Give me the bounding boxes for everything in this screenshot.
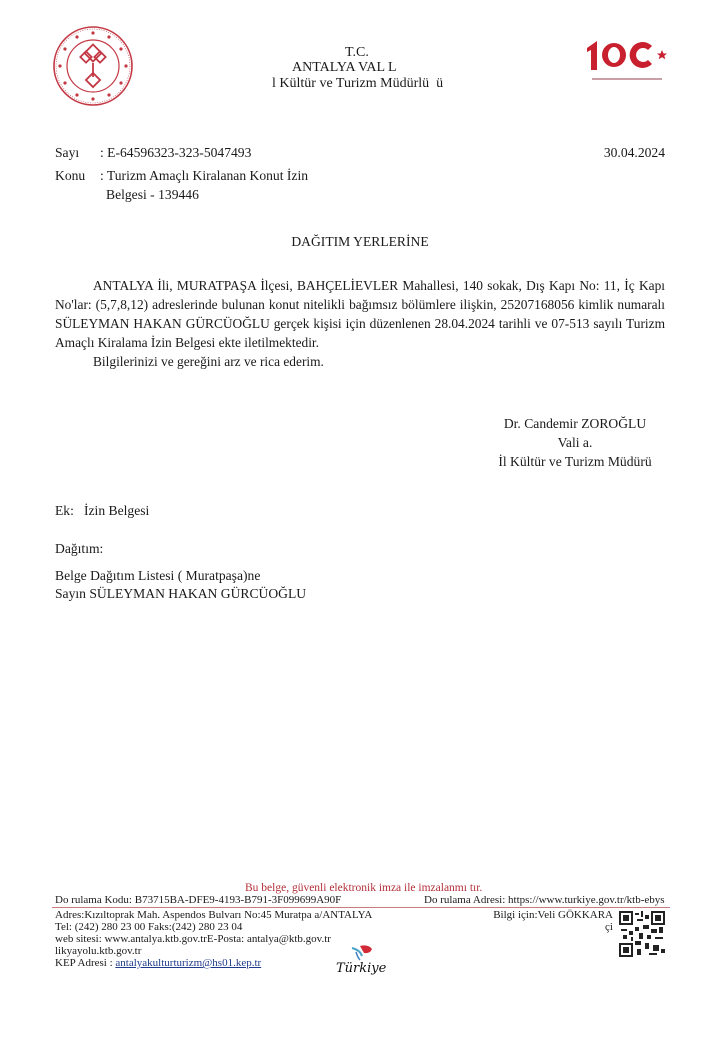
phone: Tel: (242) 280 23 00 Faks:(242) 280 23 04 — [55, 921, 243, 933]
ministry-emblem-icon — [52, 25, 134, 107]
header-line-governorship: ANTALYA VAL L — [292, 60, 397, 75]
verification-address: Do rulama Adresi: https://www.turkiye.gov.tr/ktb-ebys — [424, 894, 665, 906]
konu-label: Konu — [55, 168, 86, 183]
footer-divider — [52, 907, 670, 908]
info-contact: Bilgi için:Veli GÖKKARA — [493, 909, 613, 921]
info-contact-cont: çi — [605, 921, 613, 933]
verification-code: Do rulama Kodu: B73715BA-DFE9-4193-B791-3F099699A90F — [55, 894, 342, 906]
distribution-item: Sayın SÜLEYMAN HAKAN GÜRCÜOĞLU — [55, 586, 307, 601]
turkiye-logo-icon — [330, 940, 390, 980]
distribution-label: Dağıtım: — [55, 541, 104, 556]
attachment-label: Ek: — [55, 503, 74, 518]
konu-value-line2: Belgesi - 139446 — [106, 187, 199, 202]
distribution-title: DAĞITIM YERLERİNE — [291, 234, 429, 249]
konu-value-line1: : Turizm Amaçlı Kiralanan Konut İzin — [100, 168, 309, 183]
sayi-label: Sayı — [55, 145, 80, 160]
body-closing: Bilgilerinizi ve gereğini arz ve rica ederim. — [93, 354, 324, 369]
signer-role: Vali a. — [557, 435, 593, 450]
signer-title: İl Kültür ve Turizm Müdürü — [498, 454, 652, 469]
attachment-value: İzin Belgesi — [84, 503, 150, 518]
esign-notice: Bu belge, güvenli elektronik imza ile imzalanmı tır. — [245, 882, 483, 894]
header-line-tc: T.C. — [345, 45, 369, 60]
centennial-logo-icon — [584, 36, 676, 86]
address: Adres:Kızıltoprak Mah. Aspendos Bulvarı No:45 Muratpa a/ANTALYA — [55, 909, 373, 921]
svg-text:Türkiye: Türkiye — [336, 961, 387, 976]
qr-code-icon[interactable] — [619, 911, 665, 957]
signature-block — [480, 414, 670, 471]
kep-row — [55, 957, 372, 969]
signer-name: Dr. Candemir ZOROĞLU — [503, 416, 647, 431]
sayi-value: : E-64596323-323-5047493 — [100, 145, 252, 160]
body-paragraph: ANTALYA İli, MURATPAŞA İlçesi, BAHÇELİEVLER Mahallesi, 140 sokak, Dış Kapı No: 11, İç Kapı No'lar: (5,7,8,12) adreslerinde bulunan konut nitelikli bağımsız bölümlere ilişkin, 25207168056 kimlik numaralı SÜLEYMAN HAKAN GÜRCÜOĞLU gerçek kişisi için düzenlenen 28.04.2024 tarihli ve 07-513 sayılı Turizm Amaçlı Kiralama İzin Belgesi ekte iletilmektedir. — [55, 278, 665, 350]
web-email: web sitesi: www.antalya.ktb.gov.trE-Posta: antalya@ktb.gov.tr — [55, 933, 331, 945]
web-secondary: likyayolu.ktb.gov.tr — [55, 945, 142, 957]
document-body — [55, 276, 665, 371]
kep-label: KEP Adresi : — [55, 957, 116, 969]
document-date: 30.04.2024 — [603, 145, 665, 160]
contact-block — [55, 909, 372, 969]
header-line-directorate: l Kültür ve Turizm Müdürlü ü — [272, 76, 444, 91]
info-block — [493, 909, 613, 933]
kep-address-link[interactable]: antalyakulturturizm@hs01.kep.tr — [115, 957, 262, 969]
distribution-item: Belge Dağıtım Listesi ( Muratpaşa)ne — [55, 568, 261, 583]
